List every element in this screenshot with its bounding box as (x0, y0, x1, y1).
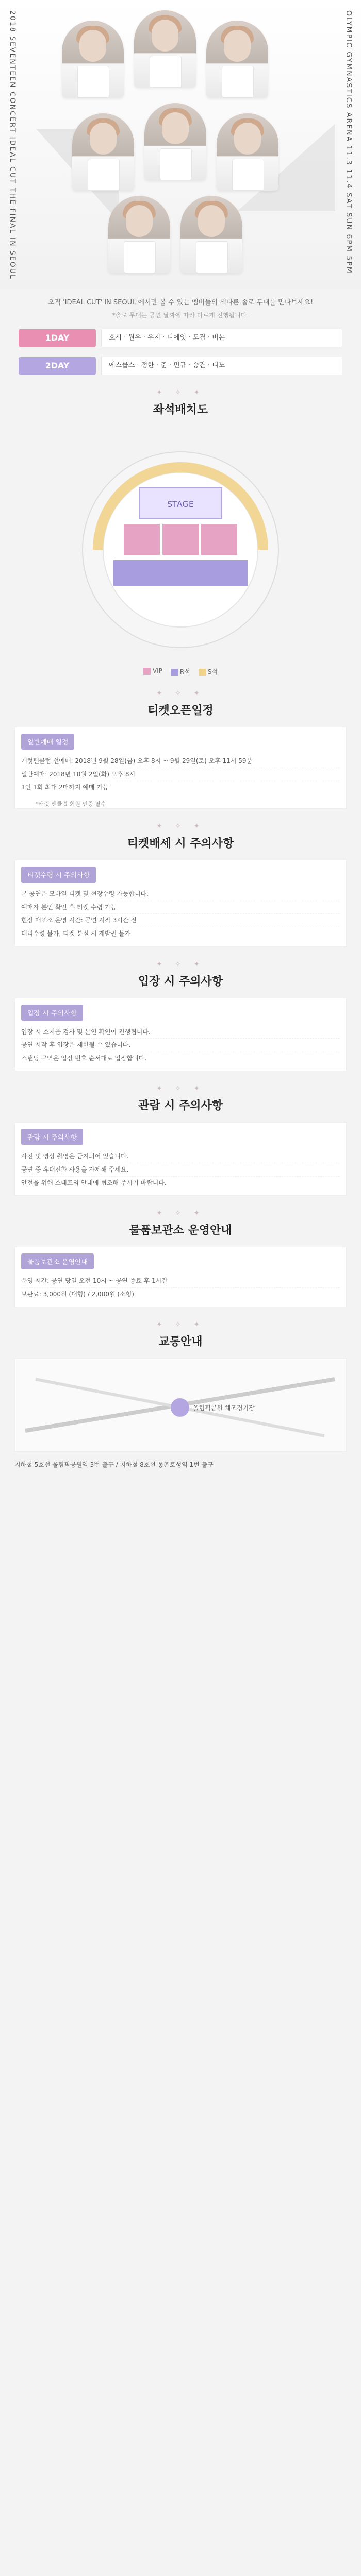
ticket-open-item: 1인 1회 최대 2매까지 예매 가능 (21, 784, 109, 791)
hero-section (0, 0, 361, 289)
traffic-text: 지하철 5호선 올림픽공원역 3번 출구 / 지하철 8호선 몽촌토성역 1번 출구 (14, 1461, 214, 1469)
entry-block (14, 998, 347, 1072)
viewing-block (14, 1122, 347, 1196)
storage-pill: 물품보관소 운영안내 (21, 1253, 94, 1269)
day-members-2: 에스쿱스 · 정한 · 준 · 민규 · 승관 · 디노 (101, 357, 342, 375)
ticket-open-note: *캐럿 팬클럽 회원 인증 필수 (36, 800, 106, 807)
ticket-open-item: 일반예매: 2018년 10월 2일(화) 오후 8시 (21, 768, 340, 782)
entry-title: 입장 시 주의사항 (138, 975, 223, 988)
legend-r: R석 (171, 667, 190, 676)
member-figure (217, 113, 278, 191)
viewing-item: 사진 및 영상 촬영은 금지되어 있습니다. (21, 1150, 340, 1163)
traffic-title: 교통안내 (158, 1335, 203, 1349)
venue-label: 올림픽공원 체조경기장 (193, 1404, 255, 1412)
viewing-list (21, 1150, 340, 1189)
exchange-pill: 티켓수령 시 주의사항 (21, 867, 96, 883)
exchange-item: 현장 매표소 운영 시간: 공연 시작 3시간 전 (21, 914, 340, 927)
deco-stars: ✦ ✧ ✦ (156, 388, 205, 397)
ticket-open-block (14, 727, 347, 809)
section-title-traffic (0, 1320, 361, 1349)
intro (0, 289, 361, 375)
deco-stars: ✦ ✧ ✦ (156, 1209, 205, 1218)
exchange-item: 본 공연은 모바일 티켓 및 현장수령 가능합니다. (21, 888, 340, 901)
day-members-1: 호시 · 원우 · 우지 · 디에잇 · 도겸 · 버논 (101, 329, 342, 347)
member-figure (180, 196, 242, 273)
viewing-item: 공연 중 휴대전화 사용을 자제해 주세요. (21, 1163, 340, 1177)
storage-title: 물품보관소 운영안내 (129, 1224, 232, 1238)
entry-item: 입장 시 소지품 검사 및 본인 확인이 진행됩니다. (21, 1026, 340, 1039)
hero-right-vertical-text: OLYMPIC GYMNASTICS ARENA 11.3 11.4 SAT SUN 6PM 5PM (344, 10, 353, 274)
seat-title: 좌석배치도 (153, 403, 208, 416)
seat-legend (0, 667, 361, 676)
exchange-item: 예매자 본인 확인 후 티켓 수령 가능 (21, 901, 340, 914)
entry-item: 스탠딩 구역은 입장 번호 순서대로 입장합니다. (21, 1054, 147, 1062)
ticket-open-item: 캐럿팬클럽 선예매: 2018년 9월 28일(금) 오후 8시 ~ 9월 29일(토) 오후 11시 59분 (21, 755, 340, 768)
deco-stars: ✦ ✧ ✦ (156, 960, 205, 969)
exchange-item: 대리수령 불가, 티켓 분실 시 재발권 불가 (21, 930, 131, 938)
deco-stars: ✦ ✧ ✦ (156, 1084, 205, 1093)
ticket-open-title: 티켓오픈일정 (147, 704, 214, 717)
ticket-open-list (21, 755, 340, 794)
storage-item: 운영 시간: 공연 당일 오전 10시 ~ 공연 종료 후 1시간 (21, 1275, 340, 1288)
viewing-pill: 관람 시 주의사항 (21, 1129, 83, 1145)
section-title-seat (0, 388, 361, 417)
exchange-block (14, 860, 347, 946)
stage-label: STAGE (167, 499, 194, 509)
exchange-list (21, 888, 340, 940)
exchange-title: 티켓배세 시 주의사항 (127, 837, 234, 851)
section-title-entry (0, 960, 361, 989)
entry-list (21, 1026, 340, 1065)
legend-s: S석 (199, 667, 218, 676)
section-title-viewing (0, 1084, 361, 1113)
seat-map-svg (36, 426, 325, 663)
day-row-2 (19, 357, 342, 375)
member-figure (206, 21, 268, 98)
intro-line-1: 오직 'IDEAL CUT' IN SEOUL 에서만 볼 수 있는 멤버들의 색다른 솔로 무대를 만나보세요! (47, 299, 314, 307)
member-figure (108, 196, 170, 273)
member-figure (72, 113, 134, 191)
viewing-item: 안전을 위해 스태프의 안내에 협조해 주시기 바랍니다. (21, 1179, 167, 1187)
entry-pill: 입장 시 주의사항 (21, 1005, 83, 1021)
day-row-1 (19, 329, 342, 347)
storage-block (14, 1247, 347, 1307)
storage-item: 보관료: 3,000원 (대형) / 2,000원 (소형) (21, 1290, 134, 1298)
viewing-title: 관람 시 주의사항 (138, 1099, 223, 1113)
deco-stars: ✦ ✧ ✦ (156, 822, 205, 831)
legend-vip: VIP (143, 667, 162, 676)
section-title-exchange (0, 822, 361, 851)
traffic-map (14, 1358, 347, 1452)
deco-stars: ✦ ✧ ✦ (156, 1320, 205, 1329)
hero-left-vertical-text: 2018 SEVENTEEN CONCERT IDEAL CUT THE FINAL IN SEOUL (8, 10, 17, 280)
member-figure (62, 21, 124, 98)
seat-map (36, 426, 325, 663)
section-title-storage (0, 1209, 361, 1238)
intro-line-2: *솔로 무대는 공연 날짜에 따라 다르게 진행됩니다. (112, 312, 249, 319)
entry-item: 공연 시작 후 입장은 제한될 수 있습니다. (21, 1039, 340, 1052)
ticket-general-pill: 일반예매 일정 (21, 734, 74, 750)
map-svg (15, 1359, 345, 1451)
day-label-1: 1DAY (19, 329, 96, 347)
day-label-2: 2DAY (19, 357, 96, 375)
storage-list (21, 1275, 340, 1300)
member-figure (134, 10, 196, 88)
section-title-ticket (0, 689, 361, 718)
deco-stars: ✦ ✧ ✦ (156, 689, 205, 698)
member-figure (144, 103, 206, 180)
